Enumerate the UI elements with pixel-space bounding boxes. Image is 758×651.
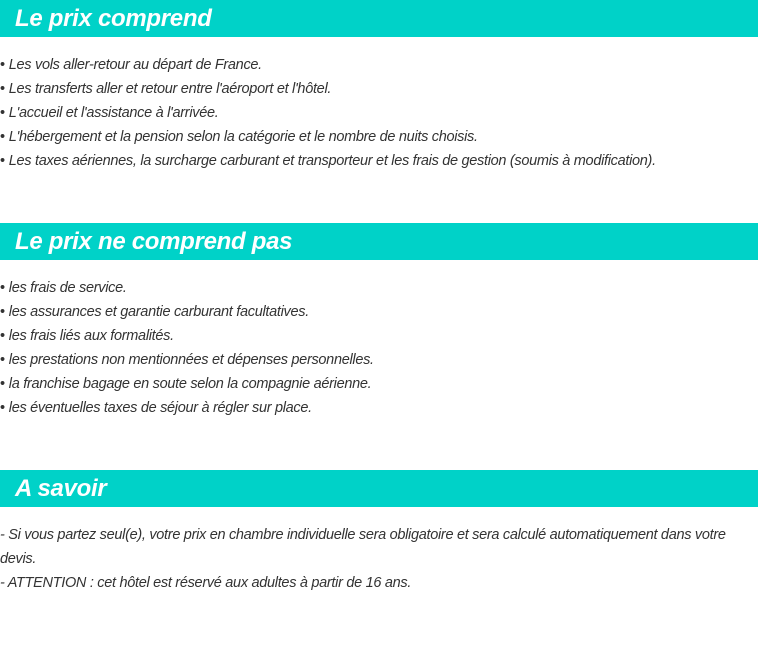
bullet-icon: • bbox=[0, 57, 5, 73]
list-item bbox=[0, 276, 758, 300]
note-single-room: - Si vous partez seul(e), votre prix en chambre individuelle sera obligatoire et sera calculé automatiquement dans votre devis. bbox=[0, 527, 726, 567]
list-item bbox=[0, 372, 758, 396]
list-item bbox=[0, 324, 758, 348]
list-item bbox=[0, 77, 758, 101]
list-item bbox=[0, 101, 758, 125]
list-item-text: les éventuelles taxes de séjour à régler sur place. bbox=[8, 400, 312, 416]
section-good-to-know bbox=[0, 470, 758, 595]
note-adults-only: - ATTENTION : cet hôtel est réservé aux adultes à partir de 16 ans. bbox=[0, 575, 412, 591]
bullet-icon: • bbox=[0, 400, 5, 416]
bullet-icon: • bbox=[0, 129, 5, 145]
section-title: Le prix comprend bbox=[15, 5, 212, 32]
list-item-text: les frais de service. bbox=[8, 280, 127, 296]
section-title: Le prix ne comprend pas bbox=[15, 228, 293, 255]
list-item bbox=[0, 149, 758, 173]
list-item-text: Les taxes aériennes, la surcharge carburant et transporteur et les frais de gestion (soumis à modification). bbox=[8, 153, 656, 169]
list-item-text: la franchise bagage en soute selon la compagnie aérienne. bbox=[8, 376, 372, 392]
bullet-icon: • bbox=[0, 280, 5, 296]
section-header bbox=[0, 470, 758, 507]
section-title: A savoir bbox=[15, 475, 107, 502]
list-item-text: les frais liés aux formalités. bbox=[8, 328, 174, 344]
bullet-icon: • bbox=[0, 352, 5, 368]
list-item-text: Les transferts aller et retour entre l'aéroport et l'hôtel. bbox=[8, 81, 332, 97]
bullet-icon: • bbox=[0, 105, 5, 121]
list-item bbox=[0, 396, 758, 420]
section-price-includes bbox=[0, 0, 758, 173]
notes-block bbox=[0, 523, 758, 595]
excluded-list bbox=[0, 276, 758, 420]
section-header bbox=[0, 223, 758, 260]
list-item-text: Les vols aller-retour au départ de France. bbox=[8, 57, 262, 73]
list-item-text: L'hébergement et la pension selon la catégorie et le nombre de nuits choisis. bbox=[8, 129, 478, 145]
bullet-icon: • bbox=[0, 304, 5, 320]
list-item-text: L'accueil et l'assistance à l'arrivée. bbox=[8, 105, 219, 121]
list-item bbox=[0, 53, 758, 77]
bullet-icon: • bbox=[0, 376, 5, 392]
bullet-icon: • bbox=[0, 328, 5, 344]
bullet-icon: • bbox=[0, 153, 5, 169]
section-price-excludes bbox=[0, 223, 758, 420]
section-header bbox=[0, 0, 758, 37]
bullet-icon: • bbox=[0, 81, 5, 97]
list-item bbox=[0, 300, 758, 324]
list-item bbox=[0, 125, 758, 149]
list-item bbox=[0, 348, 758, 372]
included-list bbox=[0, 53, 758, 173]
list-item-text: les assurances et garantie carburant facultatives. bbox=[8, 304, 309, 320]
list-item-text: les prestations non mentionnées et dépenses personnelles. bbox=[8, 352, 374, 368]
